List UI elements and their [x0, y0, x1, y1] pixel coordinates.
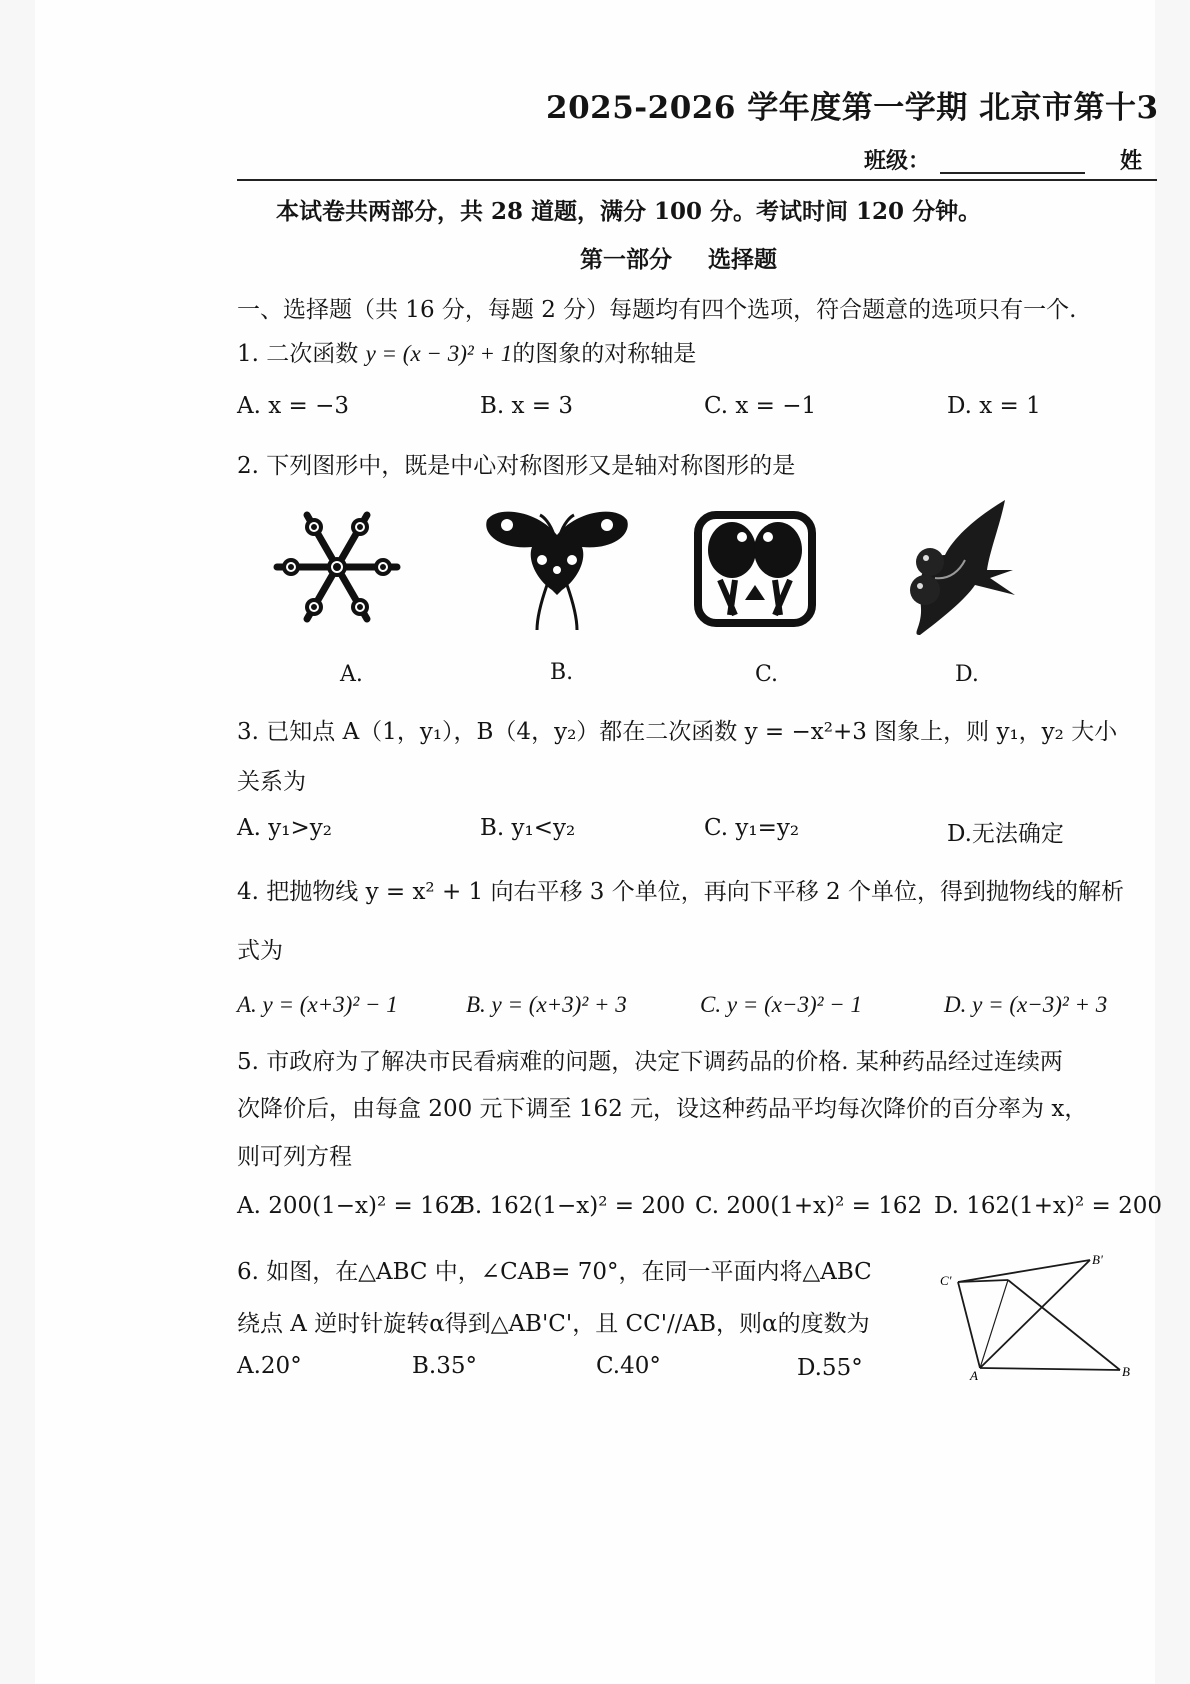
question-5-stem-cont2: 则可列方程: [237, 1144, 352, 1170]
question-6-option-b[interactable]: B.35°: [412, 1353, 477, 1379]
figure-label-d[interactable]: D.: [955, 662, 979, 687]
question-1-option-a[interactable]: A. x = −3: [237, 393, 350, 419]
question-4-option-b[interactable]: B. y = (x+3)² + 3: [466, 992, 627, 1017]
header-divider: [237, 179, 1157, 181]
question-5-option-a[interactable]: A. 200(1−x)² = 162: [237, 1193, 464, 1219]
question-1-stem: 1. 二次函数 y = (x − 3)² + 1的图象的对称轴是: [237, 341, 697, 367]
twin-fish-papercut-icon: [690, 505, 820, 634]
rotated-triangle-diagram: [940, 1252, 1130, 1386]
question-2-stem: 2. 下列图形中，既是中心对称图形又是轴对称图形的是: [237, 453, 796, 479]
snowflake-papercut-icon: [272, 505, 402, 634]
name-label: 姓: [1120, 148, 1143, 174]
butterfly-papercut-icon: [482, 505, 632, 634]
part-title: 第一部分 选择题: [580, 246, 778, 273]
question-number: 3.: [237, 719, 259, 745]
class-blank-line: [940, 172, 1085, 174]
question-5-option-b[interactable]: B. 162(1−x)² = 200: [458, 1193, 686, 1219]
question-6-option-a[interactable]: A.20°: [237, 1353, 302, 1379]
question-5-option-c[interactable]: C. 200(1+x)² = 162: [695, 1193, 923, 1219]
figure-label-b[interactable]: B.: [550, 660, 574, 685]
question-6-stem-cont: 绕点 A 逆时针旋转α得到△AB'C'，且 CC'//AB，则α的度数为: [237, 1311, 870, 1337]
figure-label-a[interactable]: A.: [340, 662, 363, 687]
question-3-stem-cont: 关系为: [237, 769, 306, 795]
question-3-option-c[interactable]: C. y₁=y₂: [704, 815, 800, 841]
exam-title: 2025-2026 学年度第一学期 北京市第十3: [546, 90, 1159, 126]
section-heading: 一、选择题（共 16 分，每题 2 分）每题均有四个选项，符合题意的选项只有一个.: [237, 297, 1077, 323]
question-5-stem: 5. 市政府为了解决市民看病难的问题，决定下调药品的价格. 某种药品经过连续两: [237, 1049, 1063, 1075]
question-3-option-a[interactable]: A. y₁>y₂: [237, 815, 332, 841]
question-number: 2.: [237, 453, 259, 479]
question-4-option-a[interactable]: A. y = (x+3)² − 1: [237, 992, 398, 1017]
question-5-stem-cont1: 次降价后，由每盒 200 元下调至 162 元，设这种药品平均每次降价的百分率为 x，: [237, 1096, 1088, 1122]
question-3-option-d[interactable]: D.无法确定: [947, 821, 1064, 847]
question-3-option-b[interactable]: B. y₁<y₂: [480, 815, 576, 841]
question-number: 1.: [237, 341, 259, 367]
question-6-option-d[interactable]: D.55°: [797, 1355, 863, 1381]
question-6-option-c[interactable]: C.40°: [596, 1353, 661, 1379]
formula: y = (x − 3)² + 1: [365, 341, 513, 366]
question-number: 5.: [237, 1049, 259, 1075]
label-b: B: [1122, 1364, 1130, 1379]
question-1-option-d[interactable]: D. x = 1: [947, 393, 1041, 419]
class-label: 班级：: [864, 148, 931, 174]
figure-label-c[interactable]: C.: [755, 662, 779, 687]
question-4-option-c[interactable]: C. y = (x−3)² − 1: [700, 992, 863, 1017]
question-1-option-c[interactable]: C. x = −1: [704, 393, 817, 419]
question-4-stem-cont: 式为: [237, 938, 283, 964]
label-b-prime: B': [1092, 1252, 1103, 1267]
label-a: A: [970, 1368, 978, 1383]
question-number: 6.: [237, 1259, 259, 1285]
question-3-stem: 3. 已知点 A（1，y₁），B（4，y₂）都在二次函数 y = −x²+3 图象上，则 y₁，y₂ 大小: [237, 719, 1118, 745]
question-5-option-d[interactable]: D. 162(1+x)² = 200: [934, 1193, 1162, 1219]
question-1-option-b[interactable]: B. x = 3: [480, 393, 574, 419]
exam-instructions: 本试卷共两部分，共 28 道题，满分 100 分。考试时间 120 分钟。: [276, 198, 982, 225]
question-4-option-d[interactable]: D. y = (x−3)² + 3: [944, 992, 1108, 1017]
question-4-stem: 4. 把抛物线 y = x² + 1 向右平移 3 个单位，再向下平移 2 个单位，得到抛物线的解析: [237, 879, 1125, 905]
label-c-prime: C': [940, 1273, 952, 1288]
question-number: 4.: [237, 879, 259, 905]
question-6-stem: 6. 如图，在△ABC 中，∠CAB= 70°，在同一平面内将△ABC: [237, 1259, 872, 1285]
swallows-papercut-icon: [895, 500, 1020, 644]
